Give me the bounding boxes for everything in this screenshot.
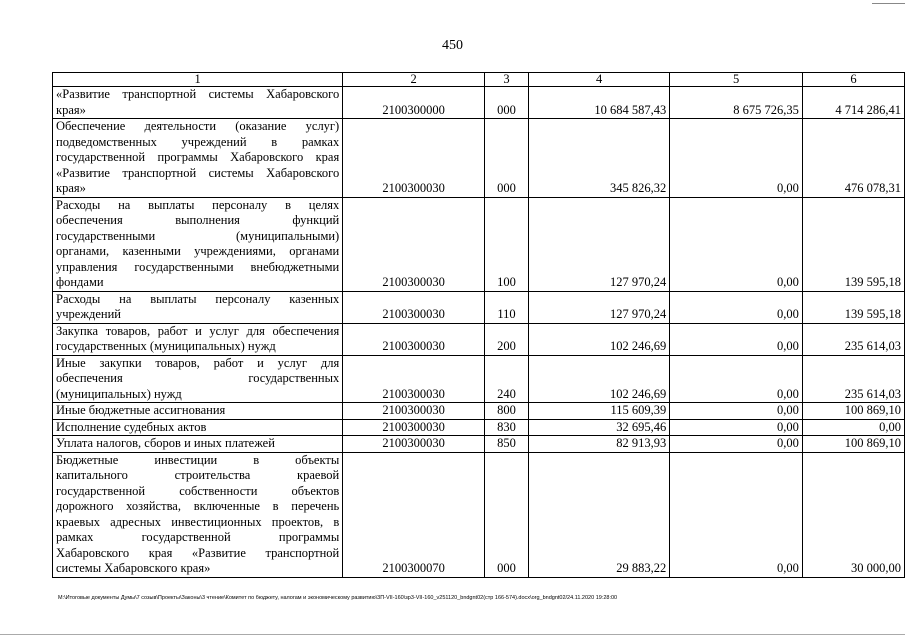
- row-name-line: (муниципальных) нужд: [56, 386, 182, 401]
- row-kind: 000: [485, 87, 529, 119]
- row-value-col6: 476 078,31: [802, 119, 904, 198]
- row-code: 2100300030: [343, 291, 485, 323]
- row-code: 2100300000: [343, 87, 485, 119]
- row-name-line: края»: [56, 102, 86, 117]
- row-code: 2100300030: [343, 323, 485, 355]
- row-value-col4: 115 609,39: [528, 403, 669, 420]
- row-name-line: Уплата налогов, сборов и иных платежей: [56, 436, 275, 450]
- row-value-col6: 139 595,18: [802, 197, 904, 291]
- row-name-line: обеспечения выполнения функций: [56, 213, 340, 227]
- page-number: 450: [442, 38, 463, 53]
- row-name-line: учреждений: [56, 307, 121, 321]
- row-code: 2100300070: [343, 452, 485, 577]
- row-name-line: Исполнение судебных актов: [56, 419, 207, 434]
- row-name: [53, 197, 343, 291]
- row-name-line: рамках государственной программы: [56, 530, 340, 544]
- row-name-line: «Развитие транспортной системы Хабаровского: [56, 87, 340, 101]
- row-value-col5: 0,00: [670, 436, 803, 453]
- row-name: [53, 291, 343, 323]
- header-col-4: 4: [528, 73, 669, 87]
- header-row: [53, 73, 905, 87]
- row-name-line: органами, казенными учреждениями, органами: [56, 244, 340, 258]
- row-name: [53, 87, 343, 119]
- row-name-line: «Развитие транспортной системы Хабаровского: [56, 165, 340, 180]
- row-code: 2100300030: [343, 436, 485, 453]
- row-name-line: государственными (муниципальными): [56, 228, 340, 243]
- row-value-col4: 127 970,24: [528, 291, 669, 323]
- row-value-col4: 10 684 587,43: [528, 87, 669, 119]
- bottom-rule: [0, 634, 905, 635]
- header-col-6: 6: [802, 73, 904, 87]
- row-kind: 100: [485, 197, 529, 291]
- row-kind: 200: [485, 323, 529, 355]
- row-name: [53, 355, 343, 403]
- row-value-col4: 102 246,69: [528, 355, 669, 403]
- header-col-3: 3: [485, 73, 529, 87]
- row-kind: 240: [485, 355, 529, 403]
- row-kind: 850: [485, 436, 529, 453]
- row-name-line: дорожного хозяйства, включенные в перечень: [56, 499, 340, 513]
- row-name: [53, 436, 343, 453]
- row-kind: 800: [485, 403, 529, 420]
- row-name-line: краевых адресных инвестиционных проектов, в: [56, 514, 340, 529]
- row-name-line: обеспечения государственных: [56, 371, 340, 385]
- row-name-line: Закупка товаров, работ и услуг для обеспечения: [56, 323, 340, 338]
- row-name-line: Иные бюджетные ассигнования: [56, 403, 226, 417]
- row-value-col4: 29 883,22: [528, 452, 669, 577]
- table-row: [53, 323, 905, 355]
- row-kind: 830: [485, 419, 529, 436]
- table-row: [53, 403, 905, 420]
- row-value-col6: 4 714 286,41: [802, 87, 904, 119]
- row-value-col5: 0,00: [670, 119, 803, 198]
- row-value-col5: 0,00: [670, 419, 803, 436]
- row-code: 2100300030: [343, 355, 485, 403]
- row-value-col5: 0,00: [670, 403, 803, 420]
- row-value-col5: 0,00: [670, 355, 803, 403]
- row-name-line: Бюджетные инвестиции в объекты: [56, 452, 340, 467]
- row-value-col6: 100 869,10: [802, 436, 904, 453]
- row-value-col5: 0,00: [670, 323, 803, 355]
- header-col-1: 1: [53, 73, 343, 87]
- row-name: [53, 323, 343, 355]
- row-name-line: системы Хабаровского края»: [56, 561, 211, 575]
- header-col-2: 2: [343, 73, 485, 87]
- table-row: [53, 197, 905, 291]
- row-kind: 000: [485, 452, 529, 577]
- row-value-col5: 8 675 726,35: [670, 87, 803, 119]
- table-row: [53, 119, 905, 198]
- header-col-5: 5: [670, 73, 803, 87]
- table-row: [53, 87, 905, 119]
- row-name-line: капитального строительства краевой: [56, 468, 340, 482]
- row-name-line: Иные закупки товаров, работ и услуг для: [56, 355, 340, 370]
- row-value-col6: 100 869,10: [802, 403, 904, 420]
- row-value-col4: 127 970,24: [528, 197, 669, 291]
- row-kind: 000: [485, 119, 529, 198]
- row-name-line: Расходы на выплаты персоналу в целях: [56, 197, 340, 212]
- row-value-col6: 0,00: [802, 419, 904, 436]
- budget-table-body: [53, 73, 905, 578]
- row-kind: 110: [485, 291, 529, 323]
- row-value-col5: 0,00: [670, 197, 803, 291]
- row-value-col4: 345 826,32: [528, 119, 669, 198]
- row-value-col4: 102 246,69: [528, 323, 669, 355]
- row-name-line: Обеспечение деятельности (оказание услуг): [56, 119, 340, 133]
- row-value-col6: 139 595,18: [802, 291, 904, 323]
- table-row: [53, 291, 905, 323]
- row-value-col5: 0,00: [670, 291, 803, 323]
- row-name-line: края»: [56, 181, 86, 195]
- row-value-col5: 0,00: [670, 452, 803, 577]
- row-value-col4: 32 695,46: [528, 419, 669, 436]
- row-code: 2100300030: [343, 419, 485, 436]
- row-code: 2100300030: [343, 403, 485, 420]
- table-row: [53, 355, 905, 403]
- row-name-line: государственной собственности объектов: [56, 483, 340, 498]
- table-row: [53, 436, 905, 453]
- row-name-line: государственной программы Хабаровского края: [56, 150, 340, 164]
- row-name: [53, 419, 343, 436]
- row-name-line: управления государственными внебюджетными: [56, 259, 340, 274]
- row-code: 2100300030: [343, 119, 485, 198]
- row-name-line: фондами: [56, 275, 104, 289]
- row-name-line: Расходы на выплаты персоналу казенных: [56, 291, 340, 306]
- row-name-line: подведомственных учреждений в рамках: [56, 134, 340, 149]
- row-value-col6: 30 000,00: [802, 452, 904, 577]
- table-row: [53, 452, 905, 577]
- row-name: [53, 119, 343, 198]
- file-path-footer: M:\Итоговые документы Думы\7 созыв\Проекты\Законы\3 чтение\Комитет по бюджету, налогам и экономическому развитию\3П-VII-160\зр3-VII-160_v251120_bndgnt02(стр 166-574).docx\org_bndgnt02/24.11.2020 19:28:00: [58, 595, 618, 601]
- row-value-col6: 235 614,03: [802, 355, 904, 403]
- row-name-line: государственных (муниципальных) нужд: [56, 339, 276, 353]
- row-name: [53, 403, 343, 420]
- row-value-col6: 235 614,03: [802, 323, 904, 355]
- row-value-col4: 82 913,93: [528, 436, 669, 453]
- budget-table: [52, 72, 905, 578]
- row-name: [53, 452, 343, 577]
- row-name-line: Хабаровского края «Развитие транспортной: [56, 545, 340, 560]
- row-code: 2100300030: [343, 197, 485, 291]
- top-rule: [872, 3, 905, 4]
- table-row: [53, 419, 905, 436]
